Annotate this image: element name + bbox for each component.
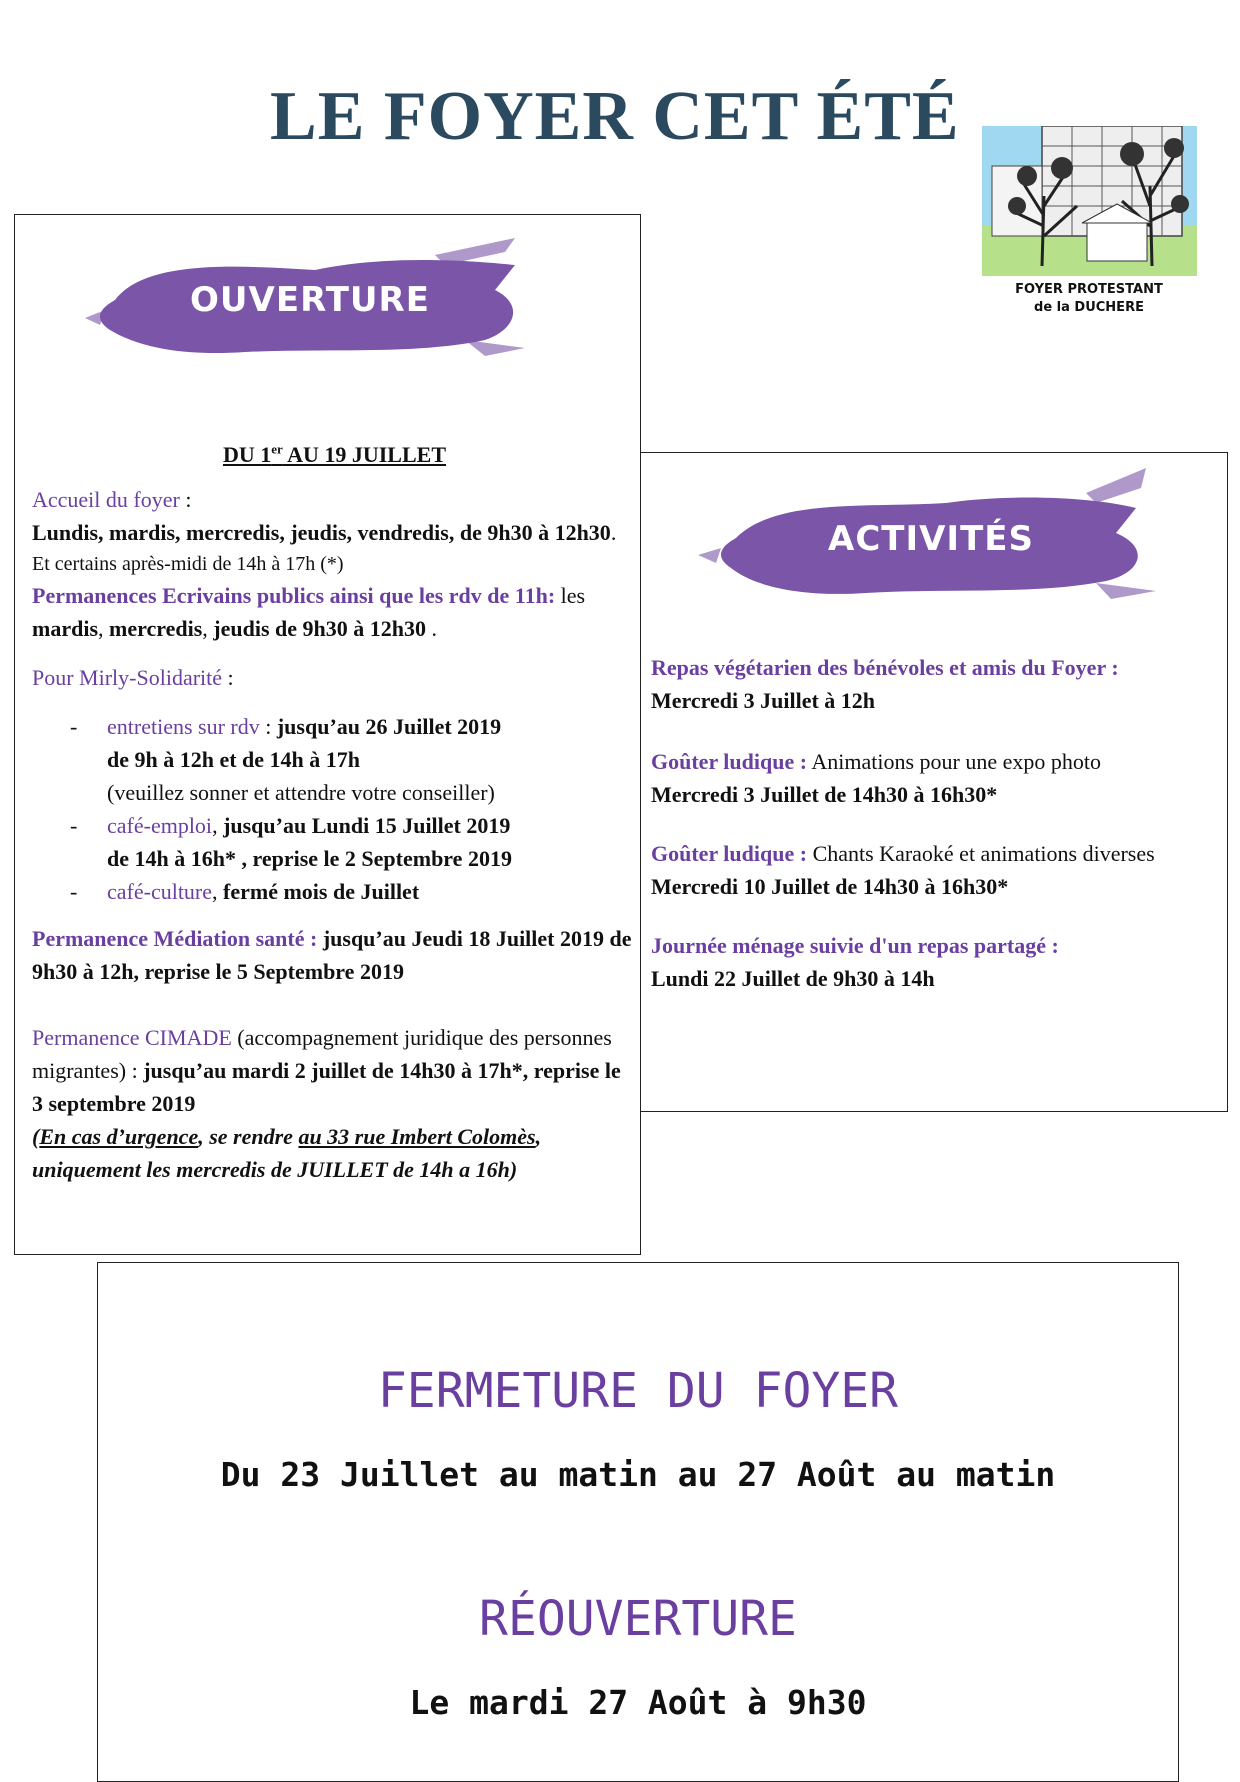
logo-line2: de la DUCHERE [1034, 300, 1144, 315]
accueil-days: Lundis, mardis, mercredis, jeudis, vendredis, de 9h30 à 12h30. [32, 520, 617, 546]
mediation-sante: Permanence Médiation santé : jusqu’au Jeudi 18 Juillet 2019 de 9h30 à 12h, reprise le 5 Septembre 2019 [32, 926, 632, 985]
activites-box [640, 452, 1228, 1112]
page-title: LE FOYER CET ÉTÉ [270, 78, 960, 155]
accueil-label-line: Accueil du foyer : [32, 487, 192, 513]
activity-item: Goûter ludique : Animations pour une expo photo Mercredi 3 Juillet de 14h30 à 16h30* [651, 749, 1101, 807]
logo-illustration [982, 126, 1197, 318]
activity-item: Journée ménage suivie d'un repas partagé : Lundi 22 Juillet de 9h30 à 14h [651, 933, 1059, 991]
mirly-list [32, 710, 637, 908]
accueil-label: Accueil du foyer [32, 487, 180, 513]
activites-brush-banner [696, 463, 1166, 613]
fermeture-title: FERMETURE DU FOYER [377, 1363, 899, 1419]
activity-item: Goûter ludique : Chants Karaoké et animations diverses Mercredi 10 Juillet de 14h30 à 16h30* [651, 841, 1155, 899]
activites-badge: ACTIVITÉS [828, 519, 1034, 559]
cimade-urgence: (En cas d’urgence, se rendre au 33 rue Imbert Colomès, uniquement les mercredis de JUILLET de 14h a 16h) [32, 1124, 542, 1183]
ouverture-brush-banner [85, 230, 535, 370]
foyer-logo [982, 126, 1197, 318]
reouverture-date: Le mardi 27 Août à 9h30 [409, 1683, 867, 1722]
reouverture-title: RÉOUVERTURE [479, 1591, 797, 1647]
logo-line1: FOYER PROTESTANT [1015, 282, 1163, 297]
ouverture-box [14, 214, 641, 1255]
ouverture-badge: OUVERTURE [190, 280, 430, 320]
list-item: - café-emploi, jusqu’au Lundi 15 Juillet 2019 de 14h à 16h* , reprise le 2 Septembre 2019 [70, 813, 512, 872]
mirly-heading: Pour Mirly-Solidarité : [32, 665, 234, 691]
fermeture-box [97, 1262, 1179, 1782]
date-heading: DU 1er AU 19 JUILLET [222, 442, 447, 468]
activity-item: Repas végétarien des bénévoles et amis du Foyer : Mercredi 3 Juillet à 12h [651, 655, 1119, 713]
permanences-ecrivains: Permanences Ecrivains publics ainsi que les rdv de 11h: les mardis, mercredis, jeudis de 9h30 à 12h30 . [32, 583, 586, 642]
list-item: - café-culture, fermé mois de Juillet [70, 879, 420, 905]
list-item: - entretiens sur rdv : jusqu’au 26 Juillet 2019 de 9h à 12h et de 14h à 17h (veuillez sonner et attendre votre conseiller) [70, 714, 502, 806]
fermeture-dates: Du 23 Juillet au matin au 27 Août au matin [220, 1455, 1056, 1494]
cimade: Permanence CIMADE (accompagnement juridique des personnes migrantes) : jusqu’au mardi 2 juillet de 14h30 à 17h*, reprise le 3 septembre 2019 [32, 1025, 621, 1117]
accueil-note: Et certains après-midi de 14h à 17h (*) [32, 553, 344, 576]
